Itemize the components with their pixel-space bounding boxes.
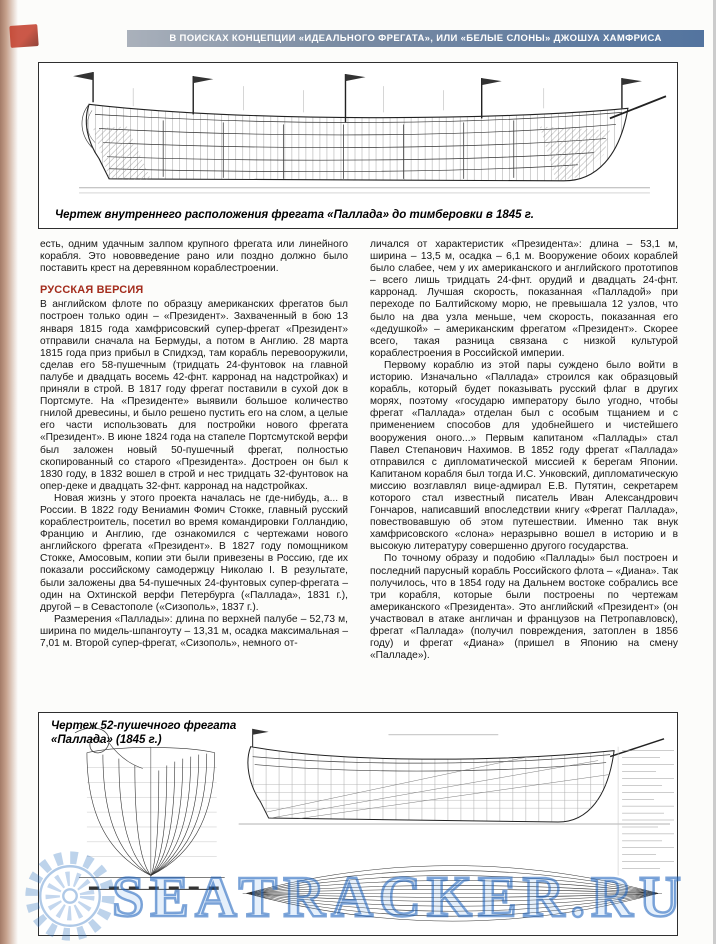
scale-bar (89, 888, 219, 889)
sheer-profile (239, 729, 670, 824)
paragraph: Новая жизнь у этого проекта началась не где-нибудь, а... в России. В 1822 году Вениамин Фомич Стокке, главный русский кораблестроитель, посетил во время командировки Голландию, Францию и Англию, где ознакомился с чертежами нового английского фрегата «Президент». В 1827 году помощником Стокке, Амосовым, копии эти были привезены в Россию, где их показали российскому самодержцу Николаю I. В результате, были заложены два 54-пушечных 24-фунтовых супер-фрегата – один на Охтинской верфи Петербурга («Паллада», 1831 г.), другой – в Севастополе («Сизополь», 1837 г.). (40, 492, 348, 613)
paragraph: По точному образу и подобию «Паллады» был построен и последний парусный корабль Российского флота – «Диана». Так получилось, что в 1854 году на Дальнем востоке собрались все три корабля, которые были построены по чертежам американского «Президента». Это английский «Президент» (он участвовал в атаке англичан и французов на Петропавловск), фрегат «Паллада» (получил повреждения, затоплен в 1856 году) и фрегат «Диана» (пришел в Японию на смену «Палладе»). (370, 553, 678, 662)
hull-inboard (79, 104, 650, 193)
paragraph: В английском флоте по образцу американских фрегатов был построен только один – «Президент». Захваченный в бою 13 января 1815 года хамфрисовский супер-фрегат «Президент» отправили сначала на Бермуды, а потом в Англию. 28 марта 1815 года приз прибыл в Спидхэд, там корабль перевооружили, сделав его 58-пушечным (тридцать 24-фунтовок на главной палубе и двадцать восемь 42-фнт. карронад на надстройках) и приняли в строй. В 1817 году фрегат поставили в сухой док в Портсмуте. На «Президенте» выявили большое количество гнилой древесины, и было решено пустить его на слом, а целые его части использовать для постройки нового фрегата «Президент». В июне 1824 года на стапеле Портсмутской верфи был заложен новый 50-пушечный фрегат, полностью скопированный со старого «Президента». Достроен он был к 1830 году, в 1832 вошел в строй и нес тридцать 32-фунтовок на опер-деке и двадцать 32-фнт. карронад на надстройках. (40, 299, 348, 492)
watermark-text: SEATRACKER.RU (112, 863, 687, 929)
bottom-figure-caption-line2: «Паллада» (1845 г.) (51, 733, 162, 746)
body-plan (79, 747, 225, 878)
half-breadth-plan (243, 866, 662, 922)
running-header-title: В ПОИСКАХ КОНЦЕПЦИИ «ИДЕАЛЬНОГО ФРЕГАТА», ИЛИ «БЕЛЫЕ СЛОНЫ» ДЖОШУА ХАМФРИСА (169, 33, 662, 44)
top-figure-caption: Чертеж внутреннего расположения фрегата «Паллада» до тимберовки в 1845 г. (55, 209, 534, 221)
paragraph: есть, одним удачным залпом крупного фрегата или линейного корабля. Это нововведение рано или поздно должно было поставить крест на деревянном кораблестроении. (40, 239, 348, 275)
paragraph: Размерения «Паллады»: длина по верхней палубе – 52,73 м, ширина по мидель-шпангоуту – 13,31 м, осадка максимальная – 7,01 м. Второй супер-фрегат, «Сизополь», немного от- (40, 613, 348, 649)
running-header-bar (127, 30, 704, 47)
paragraph: личался от характеристик «Президента»: длина – 53,1 м, ширина – 13,5 м, осадка – 6,1 м. Вооружение обоих кораблей было слабее, чем у их американского и английского прототипов – всего лишь тридцать 24-фнт. орудий и двадцать 24-фнт. карронад. Лучшая скорость, показанная «Палладой» при переходе по Балтийскому морю, не превышала 12 узлов, что было на два узла меньше, чем скорость, показанная его «дедушкой» – американским фрегатом «Президент». Скорее всего, такая разница связана с низкой культурой кораблестроения в Российской империи. (370, 239, 678, 359)
bottom-figure-caption-line1: Чертеж 52-пушечного фрегата (51, 720, 237, 732)
bottom-figure-caption (51, 720, 251, 747)
page-edge-shadow (0, 0, 18, 944)
bottom-figure (38, 712, 678, 936)
right-column (370, 239, 678, 710)
article-body (40, 239, 678, 710)
left-column (40, 239, 348, 710)
paragraph: Первому кораблю из этой пары суждено было войти в историю. Изначально «Паллада» строился как образцовый корабль, который будет показывать русский флаг в других морях, поэтому «государю императору было угодно, чтобы фрегат «Паллада» отделан был с особым тщанием и с применением способов для удобнейшего и чистейшего вооружения оного...» Первым капитаном «Паллады» стал Павел Степанович Нахимов. В 1852 году фрегат «Паллада» отправился с дипломатической миссией к берегам Японии. Капитаном корабля был тогда И.С. Унковский, дипломатическую миссию возглавлял вице-адмирал Е.В. Путятин, секретарем которого стал известный писатель Иван Александрович Гончаров, написавший впоследствии книгу «Фрегат Паллада», повествовавшую об этом путешествии. Именно так внук хамфрисовского «слона» неразрывно вошел в историю и в высокую литературу совершенно другого государства. (370, 359, 678, 553)
inboard-profile-drawing (43, 66, 673, 199)
top-figure (38, 62, 678, 229)
page-corner-red-artifact (9, 24, 38, 48)
section-heading: РУССКАЯ ВЕРСИЯ (40, 284, 144, 297)
dimension-table (618, 747, 674, 876)
